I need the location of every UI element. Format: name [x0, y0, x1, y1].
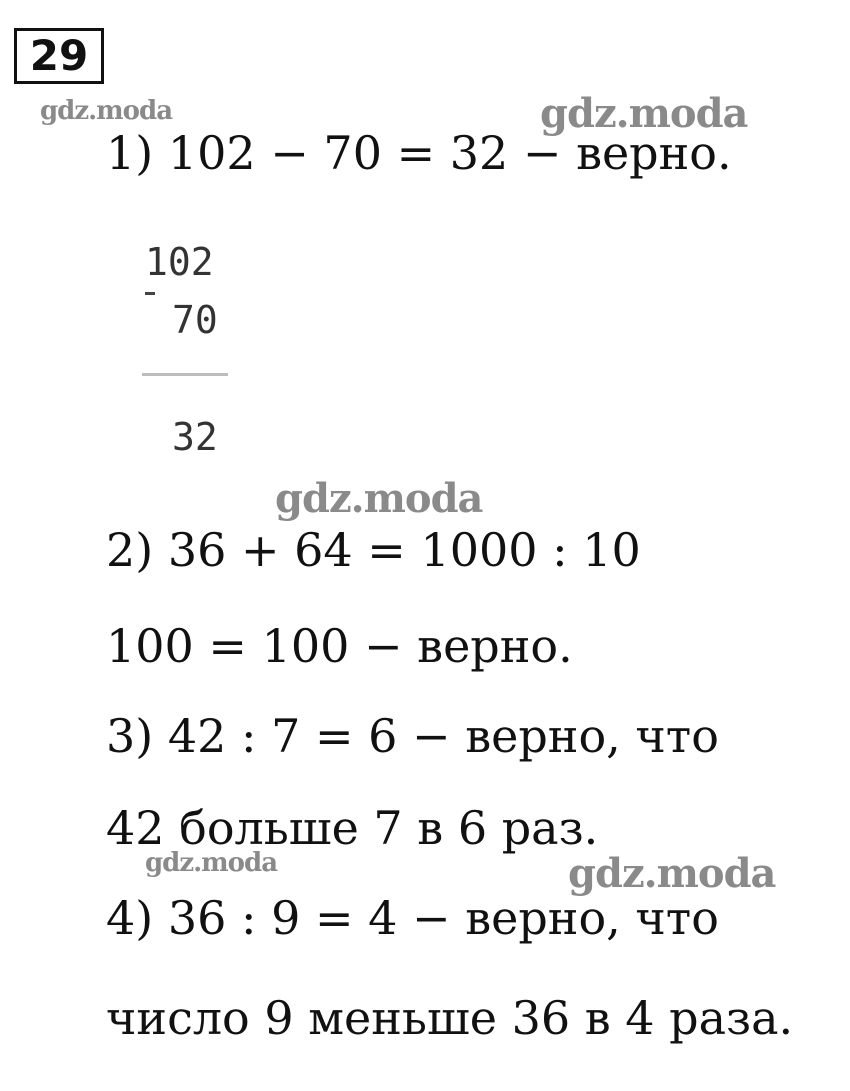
watermark-top-left: gdz.moda [40, 96, 173, 126]
watermark-bottom-left: gdz.moda [145, 848, 278, 878]
solution-line-3: 100 = 100 − верно. [106, 619, 573, 673]
task-number-box [14, 28, 104, 84]
column-rule [142, 373, 228, 376]
solution-line-4: 3) 42 : 7 = 6 − верно, что [106, 709, 719, 763]
solution-line-5: 42 больше 7 в 6 раз. [106, 801, 599, 855]
watermark-middle: gdz.moda [275, 475, 483, 522]
watermark-top-right: gdz.moda [540, 90, 748, 137]
column-difference: 32 [172, 415, 218, 459]
column-subtrahend: 70 [172, 298, 218, 342]
column-minuend: 102 [145, 240, 214, 284]
solution-line-7: число 9 меньше 36 в 4 раза. [106, 991, 794, 1045]
solution-line-1: 1) 102 − 70 = 32 − верно. [106, 126, 732, 180]
column-minus-sign [145, 292, 155, 295]
task-number: 29 [29, 31, 89, 80]
solution-line-6: 4) 36 : 9 = 4 − верно, что [106, 891, 719, 945]
solution-line-2: 2) 36 + 64 = 1000 : 10 [106, 523, 641, 577]
watermark-bottom-right: gdz.moda [568, 850, 776, 897]
